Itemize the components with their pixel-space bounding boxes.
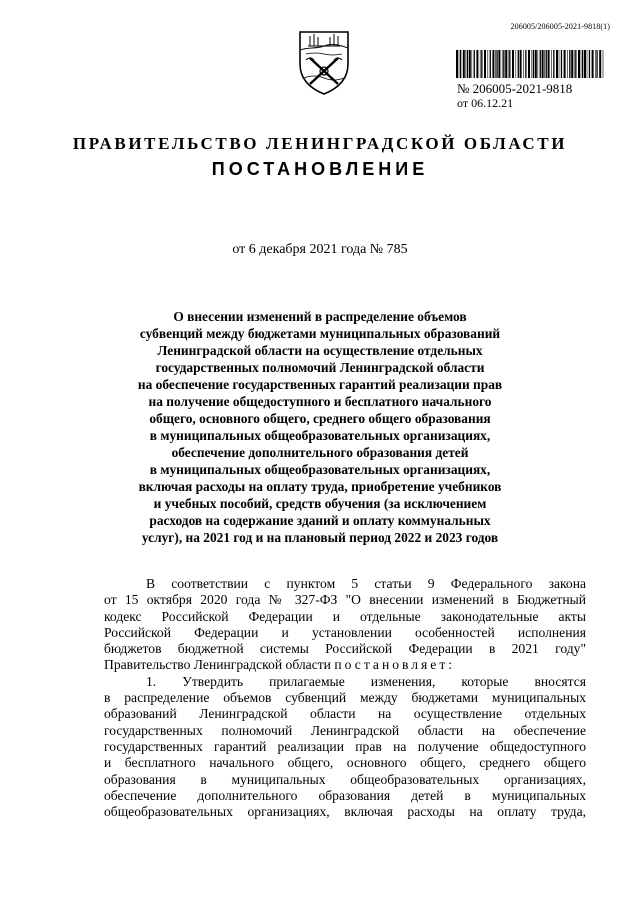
- body-line: В соответствии с пунктом 5 статьи 9 Федерального закона: [146, 576, 586, 591]
- subject-line: включая расходы на оплату труда, приобретение учебников: [138, 479, 502, 494]
- body-line: обеспечение дополнительного образования детей в муниципальных: [104, 787, 586, 803]
- body-line: в распределение объемов субвенций между бюджетами муниципальных: [104, 690, 586, 706]
- document-type: ПОСТАНОВЛЕНИЕ: [211, 159, 429, 179]
- registration-number: № 206005-2021-9818: [457, 81, 573, 96]
- subject-line: в муниципальных общеобразовательных организациях,: [149, 462, 491, 477]
- registration-date: от 06.12.21: [457, 96, 514, 110]
- government-title: ПРАВИТЕЛЬСТВО ЛЕНИНГРАДСКОЙ ОБЛАСТИ: [72, 134, 568, 153]
- subject-line: Ленинградской области на осуществление отдельных: [157, 343, 483, 358]
- subject-line: обеспечение дополнительного образования детей: [171, 445, 469, 460]
- body-line: бюджетов бюджетной системы Российской Федерации в 2021 году": [104, 641, 586, 657]
- subject-line: общего, основного общего, среднего общего образования: [149, 411, 491, 426]
- subject-line: расходов на содержание зданий и оплату коммунальных: [149, 513, 491, 528]
- document-date: от 6 декабря 2021 года № 785: [232, 242, 408, 257]
- subject-line: услуг), на 2021 год и на плановый период 2022 и 2023 годов: [141, 530, 499, 545]
- subject-line: субвенций между бюджетами муниципальных образований: [139, 326, 501, 341]
- body-line: государственных гарантий реализации прав на получение общедоступного: [104, 738, 586, 754]
- body-line: образования в муниципальных общеобразовательных организациях,: [104, 771, 586, 787]
- body-line: государственных полномочий Ленинградской области на обеспечение: [104, 722, 586, 738]
- document-body: [104, 576, 586, 820]
- body-line: Российской Федерации и установлении особенностей исполнения: [104, 624, 586, 640]
- document-subject: [100, 308, 540, 546]
- body-line-prefix: Правительство Ленинградской области: [104, 657, 331, 673]
- subject-line: и учебных пособий, средств обучения (за исключением: [153, 496, 487, 511]
- body-line: образований Ленинградской области на осуществление отдельных: [104, 706, 586, 722]
- subject-line: государственных полномочий Ленинградской области: [155, 360, 485, 375]
- subject-line: в муниципальных общеобразовательных организациях,: [149, 428, 491, 443]
- subject-line: на получение общедоступного и бесплатного начального: [148, 394, 492, 409]
- body-line: общеобразовательных организациях, включая расходы на оплату труда,: [104, 804, 586, 820]
- registration-code: 206005/206005-2021-9818(1): [510, 22, 610, 31]
- decree-word: постановляет:: [334, 657, 456, 673]
- subject-line: на обеспечение государственных гарантий реализации прав: [137, 377, 503, 392]
- body-line: от 15 октября 2020 года № 327-ФЗ "О внесении изменений в Бюджетный: [104, 592, 586, 608]
- subject-line: О внесении изменений в распределение объемов: [173, 309, 467, 324]
- body-line: [104, 657, 586, 673]
- body-line: 1. Утвердить прилагаемые изменения, которые вносятся: [146, 673, 586, 689]
- barcode-icon: [455, 50, 605, 78]
- body-line: и бесплатного начального общего, основного общего, среднего общего: [104, 755, 586, 771]
- coat-of-arms-icon: [296, 28, 352, 96]
- body-line: кодекс Российской Федерации и отдельные законодательные акты: [104, 608, 586, 624]
